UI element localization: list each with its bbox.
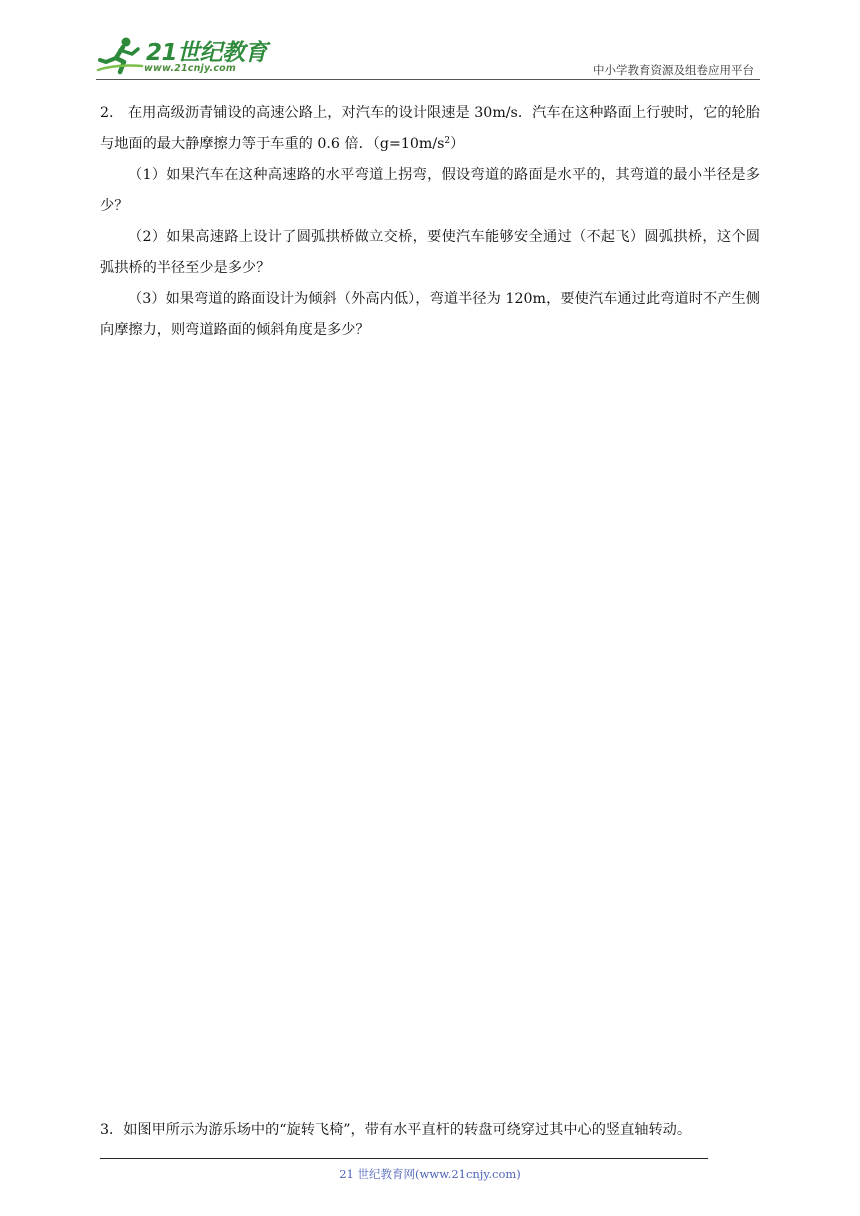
question-3-stem: 3．如图甲所示为游乐场中的“旋转飞椅”，带有水平直杆的转盘可绕穿过其中心的竖直轴转动。 [100, 1122, 692, 1138]
question-2-part-3: （3）如果弯道的路面设计为倾斜（外高内低），弯道半径为 120m，要使汽车通过此弯道时不产生侧向摩擦力，则弯道路面的倾斜角度是多少？ [100, 291, 760, 338]
logo-url: www.21cnjy.com [144, 63, 236, 74]
exponent: 2 [444, 136, 451, 146]
platform-title: 中小学教育资源及组卷应用平台 [593, 63, 754, 77]
page-header [0, 0, 860, 80]
question-2-stem-end: ） [450, 136, 465, 152]
question-2-stem [100, 98, 760, 160]
question-2-part-1: （1）如果汽车在这种高速路的水平弯道上拐弯，假设弯道的路面是水平的，其弯道的最小半径是多少？ [100, 167, 760, 214]
running-man-icon [96, 36, 146, 76]
question-2-stem-text: 2. 在用高级沥青铺设的高速公路上，对汽车的设计限速是 30m/s．汽车在这种路面上行驶时，它的轮胎与地面的最大静摩擦力等于车重的 0.6 倍．（g=10m/s [100, 105, 760, 152]
site-logo[interactable] [96, 36, 266, 78]
footer-divider [100, 1158, 708, 1159]
question-2 [100, 98, 760, 346]
question-2-part-2: （2）如果高速路上设计了圆弧拱桥做立交桥，要使汽车能够安全通过（不起飞）圆弧拱桥，这个圆弧拱桥的半径至少是多少？ [100, 229, 760, 276]
logo-title: 21世纪教育 [146, 40, 268, 66]
header-divider [96, 79, 760, 80]
footer-link[interactable]: 21 世纪教育网(www.21cnjy.com) [339, 1167, 521, 1181]
question-3 [100, 1115, 760, 1146]
